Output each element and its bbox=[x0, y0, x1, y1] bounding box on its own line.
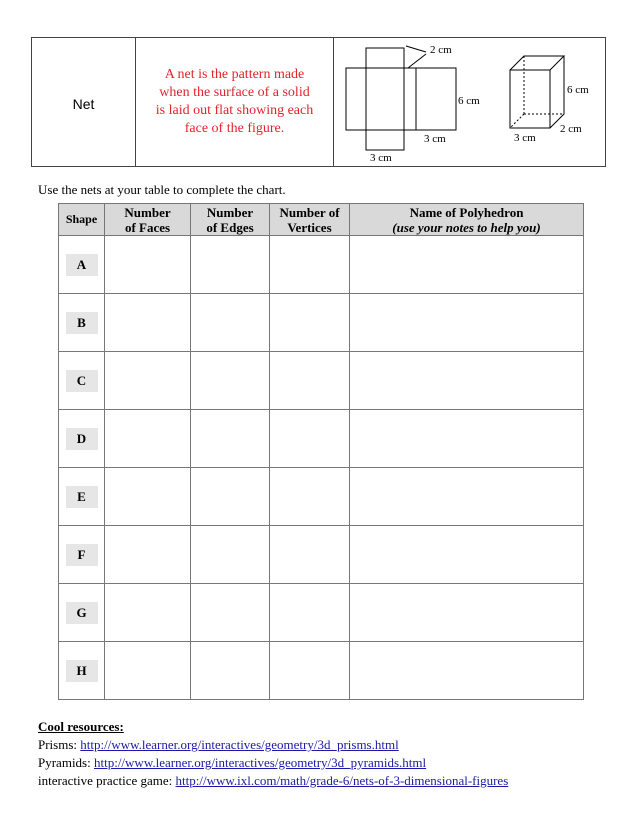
shape-cell bbox=[59, 352, 105, 410]
shape-label: G bbox=[66, 602, 98, 624]
term-label: Net bbox=[72, 96, 95, 112]
chart-row bbox=[59, 294, 584, 352]
prism-front bbox=[510, 70, 550, 128]
chart-header-row bbox=[59, 204, 584, 236]
name-input-cell[interactable] bbox=[350, 352, 584, 410]
chart-row bbox=[59, 584, 584, 642]
vertices-input-cell[interactable] bbox=[270, 236, 350, 294]
net-column bbox=[366, 48, 404, 150]
header-shape: Shape bbox=[59, 204, 105, 236]
edges-input-cell[interactable] bbox=[191, 236, 270, 294]
shape-label: H bbox=[66, 660, 98, 682]
shape-cell bbox=[59, 642, 105, 700]
shape-cell bbox=[59, 236, 105, 294]
edges-input-cell[interactable] bbox=[191, 584, 270, 642]
edges-input-cell[interactable] bbox=[191, 526, 270, 584]
vertices-input-cell[interactable] bbox=[270, 410, 350, 468]
net-height-label: 6 cm bbox=[458, 95, 480, 107]
resource-practice-game: interactive practice game: http://www.ixl.com/math/grade-6/nets-of-3-dimensional-figures bbox=[38, 773, 509, 788]
definition-line: face of the figure. bbox=[184, 121, 285, 136]
shape-label: E bbox=[66, 486, 98, 508]
shape-label: C bbox=[66, 370, 98, 392]
edges-input-cell[interactable] bbox=[191, 294, 270, 352]
name-input-cell[interactable] bbox=[350, 584, 584, 642]
definition-line: when the surface of a solid bbox=[159, 85, 310, 100]
edges-input-cell[interactable] bbox=[191, 642, 270, 700]
chart-row bbox=[59, 468, 584, 526]
net-bottom-label: 3 cm bbox=[370, 152, 392, 164]
edges-input-cell[interactable] bbox=[191, 410, 270, 468]
shape-label: B bbox=[66, 312, 98, 334]
shape-cell bbox=[59, 526, 105, 584]
prism-width-label: 3 cm bbox=[514, 132, 536, 144]
vertices-input-cell[interactable] bbox=[270, 468, 350, 526]
name-input-cell[interactable] bbox=[350, 468, 584, 526]
vertices-input-cell[interactable] bbox=[270, 352, 350, 410]
name-input-cell[interactable] bbox=[350, 642, 584, 700]
header-edges: Number of Edges bbox=[191, 204, 270, 236]
name-input-cell[interactable] bbox=[350, 410, 584, 468]
term-cell bbox=[32, 38, 136, 166]
shape-label: A bbox=[66, 254, 98, 276]
header-polyhedron-name: Name of Polyhedron (use your notes to help you) bbox=[350, 204, 584, 236]
header-faces: Number of Faces bbox=[105, 204, 191, 236]
vertices-input-cell[interactable] bbox=[270, 642, 350, 700]
chart-row bbox=[59, 410, 584, 468]
pyramids-link[interactable]: http://www.learner.org/interactives/geometry/3d_pyramids.html bbox=[93, 755, 427, 770]
definition-line: is laid out flat showing each bbox=[155, 103, 314, 118]
vertices-input-cell[interactable] bbox=[270, 526, 350, 584]
edges-input-cell[interactable] bbox=[191, 352, 270, 410]
name-input-cell[interactable] bbox=[350, 236, 584, 294]
definition-text bbox=[140, 66, 329, 138]
vertices-input-cell[interactable] bbox=[270, 584, 350, 642]
shape-cell bbox=[59, 468, 105, 526]
chart-row bbox=[59, 526, 584, 584]
net-top-label: 2 cm bbox=[430, 44, 452, 56]
practice-game-link[interactable]: http://www.ixl.com/math/grade-6/nets-of-3-dimensional-figures bbox=[175, 773, 509, 788]
chart-row bbox=[59, 236, 584, 294]
name-input-cell[interactable] bbox=[350, 294, 584, 352]
resources-section bbox=[38, 718, 508, 790]
faces-input-cell[interactable] bbox=[105, 352, 191, 410]
faces-input-cell[interactable] bbox=[105, 468, 191, 526]
faces-input-cell[interactable] bbox=[105, 294, 191, 352]
vertices-input-cell[interactable] bbox=[270, 294, 350, 352]
name-input-cell[interactable] bbox=[350, 526, 584, 584]
faces-input-cell[interactable] bbox=[105, 642, 191, 700]
polyhedron-chart bbox=[58, 203, 584, 700]
header-vertices: Number of Vertices bbox=[270, 204, 350, 236]
net-figure bbox=[334, 38, 605, 166]
chart-row bbox=[59, 352, 584, 410]
instruction-text: Use the nets at your table to complete the chart. bbox=[38, 182, 286, 197]
definition-cell bbox=[136, 38, 334, 166]
definition-table bbox=[31, 37, 606, 167]
faces-input-cell[interactable] bbox=[105, 584, 191, 642]
shape-cell bbox=[59, 294, 105, 352]
definition-line: A net is the pattern made bbox=[164, 67, 305, 82]
shape-label: F bbox=[66, 544, 98, 566]
net-width-label: 3 cm bbox=[424, 133, 446, 145]
net-outline bbox=[346, 68, 456, 130]
faces-input-cell[interactable] bbox=[105, 236, 191, 294]
shape-label: D bbox=[66, 428, 98, 450]
prisms-link[interactable]: http://www.learner.org/interactives/geometry/3d_prisms.html bbox=[80, 737, 399, 752]
resources-heading: Cool resources: bbox=[38, 719, 124, 734]
resource-prisms: Prisms: http://www.learner.org/interactives/geometry/3d_prisms.html bbox=[38, 737, 399, 752]
shape-cell bbox=[59, 584, 105, 642]
faces-input-cell[interactable] bbox=[105, 526, 191, 584]
faces-input-cell[interactable] bbox=[105, 410, 191, 468]
prism-depth-label: 2 cm bbox=[560, 123, 582, 135]
shape-cell bbox=[59, 410, 105, 468]
chart-row bbox=[59, 642, 584, 700]
prism-height-label: 6 cm bbox=[567, 84, 589, 96]
edges-input-cell[interactable] bbox=[191, 468, 270, 526]
resource-pyramids: Pyramids: http://www.learner.org/interactives/geometry/3d_pyramids.html bbox=[38, 755, 427, 770]
